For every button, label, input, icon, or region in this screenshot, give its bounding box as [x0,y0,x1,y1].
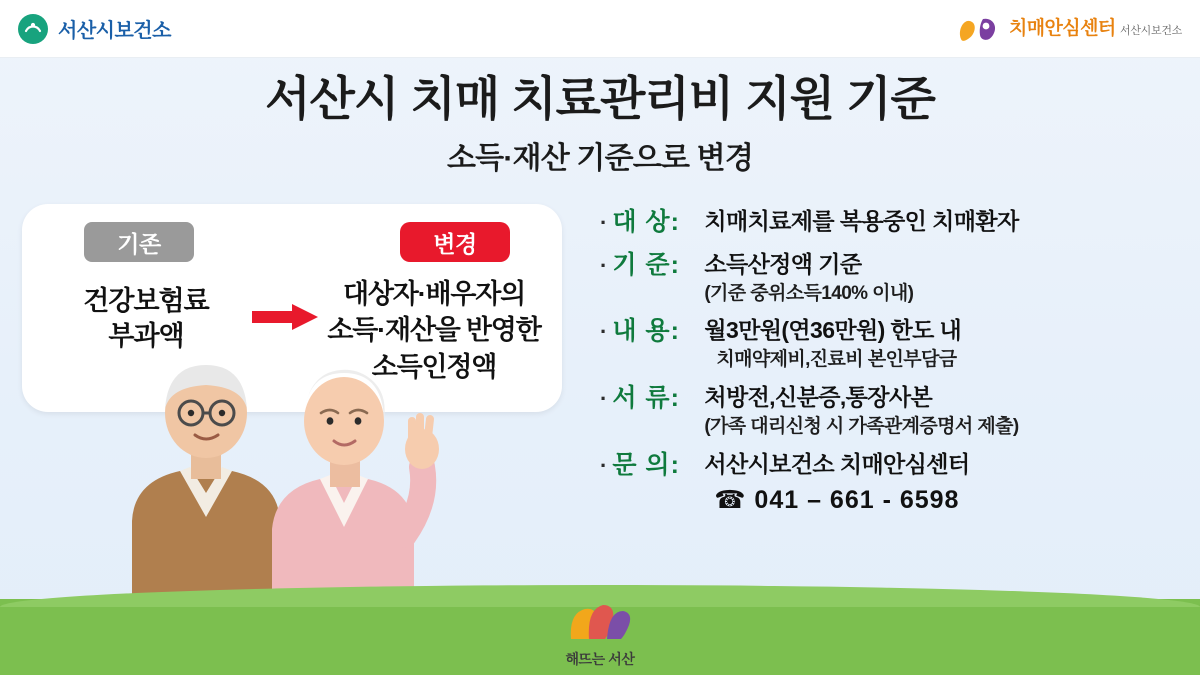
info-value-documents [704,382,1018,440]
after-text-line2: 소득·재산을 반영한 [327,315,541,346]
info-value-contact-text: 서산시보건소 치매안심센터 [704,450,970,477]
page-title: 서산시 치매 치료관리비 지원 기준 [265,72,935,125]
info-label-content: 내 용: [612,317,680,346]
footer-logo [0,597,1200,669]
chip-before: 기존 [84,222,194,262]
before-text-line1: 건강보험료 [83,286,209,316]
header-left-logo [18,14,171,44]
info-value-criteria-text: 소득산정액 기준 [704,250,862,277]
bullet-icon: · [600,252,608,278]
contact-phone-number: ☎ 041 – 661 - 6598 [714,485,960,514]
info-label-target: 대 상: [612,208,680,236]
bullet-icon: · [600,386,608,412]
info-label-documents: 서 류: [612,384,680,413]
info-value-content-note: 치매약제비,진료비 본인부담금 [716,349,957,371]
header-left-logo-text: 서산시보건소 [58,20,171,42]
info-value-contact [704,449,969,518]
info-value-content [704,315,961,373]
before-text-line2: 부과액 [108,320,184,351]
bullet-icon: · [600,319,608,345]
dementia-ribbon-icon [955,13,1001,45]
info-item-contact [600,449,1180,518]
info-value-criteria [704,249,913,307]
header-right-logo [955,13,1182,45]
info-value-documents-text: 처방전,신분증,통장사본 [704,384,933,411]
bullet-icon: · [600,452,608,478]
info-value-content-text: 월3만원(연36만원) 한도 내 [704,317,962,344]
chip-after: 변경 [400,222,510,262]
info-value-criteria-note: (기준 중위소득140% 이내) [704,282,914,304]
info-item-documents [600,382,1180,440]
info-label-criteria: 기 준: [612,250,680,279]
page-subtitle: 소득·재산 기준으로 변경 [446,142,754,175]
health-center-logo-icon [18,14,48,44]
elderly-couple-illustration [92,321,482,621]
seosan-city-logo-icon [557,597,643,648]
info-list [600,206,1180,527]
after-text-line1: 대상자·배우자의 [343,279,525,309]
info-label-contact: 문 의: [612,450,680,479]
header-right-logo-sub: 서산시보건소 [1120,24,1182,37]
info-value-target-text: 치매치료제를 복용중인 치매환자 [704,208,1019,234]
info-item-content [600,315,1180,373]
info-value-target [704,206,1018,237]
header-right-logo-text [1009,19,1182,39]
bullet-icon: · [600,210,608,235]
info-value-documents-note: (가족 대리신청 시 가족관계증명서 제출) [704,416,1019,438]
header-bar [0,0,1200,58]
after-text-line3: 소득인정액 [371,351,497,382]
info-item-criteria [600,249,1180,307]
header-right-logo-main: 치매안심센터 [1009,17,1116,39]
info-item-target [600,206,1180,240]
footer-logo-text: 해뜨는 서산 [565,651,635,667]
